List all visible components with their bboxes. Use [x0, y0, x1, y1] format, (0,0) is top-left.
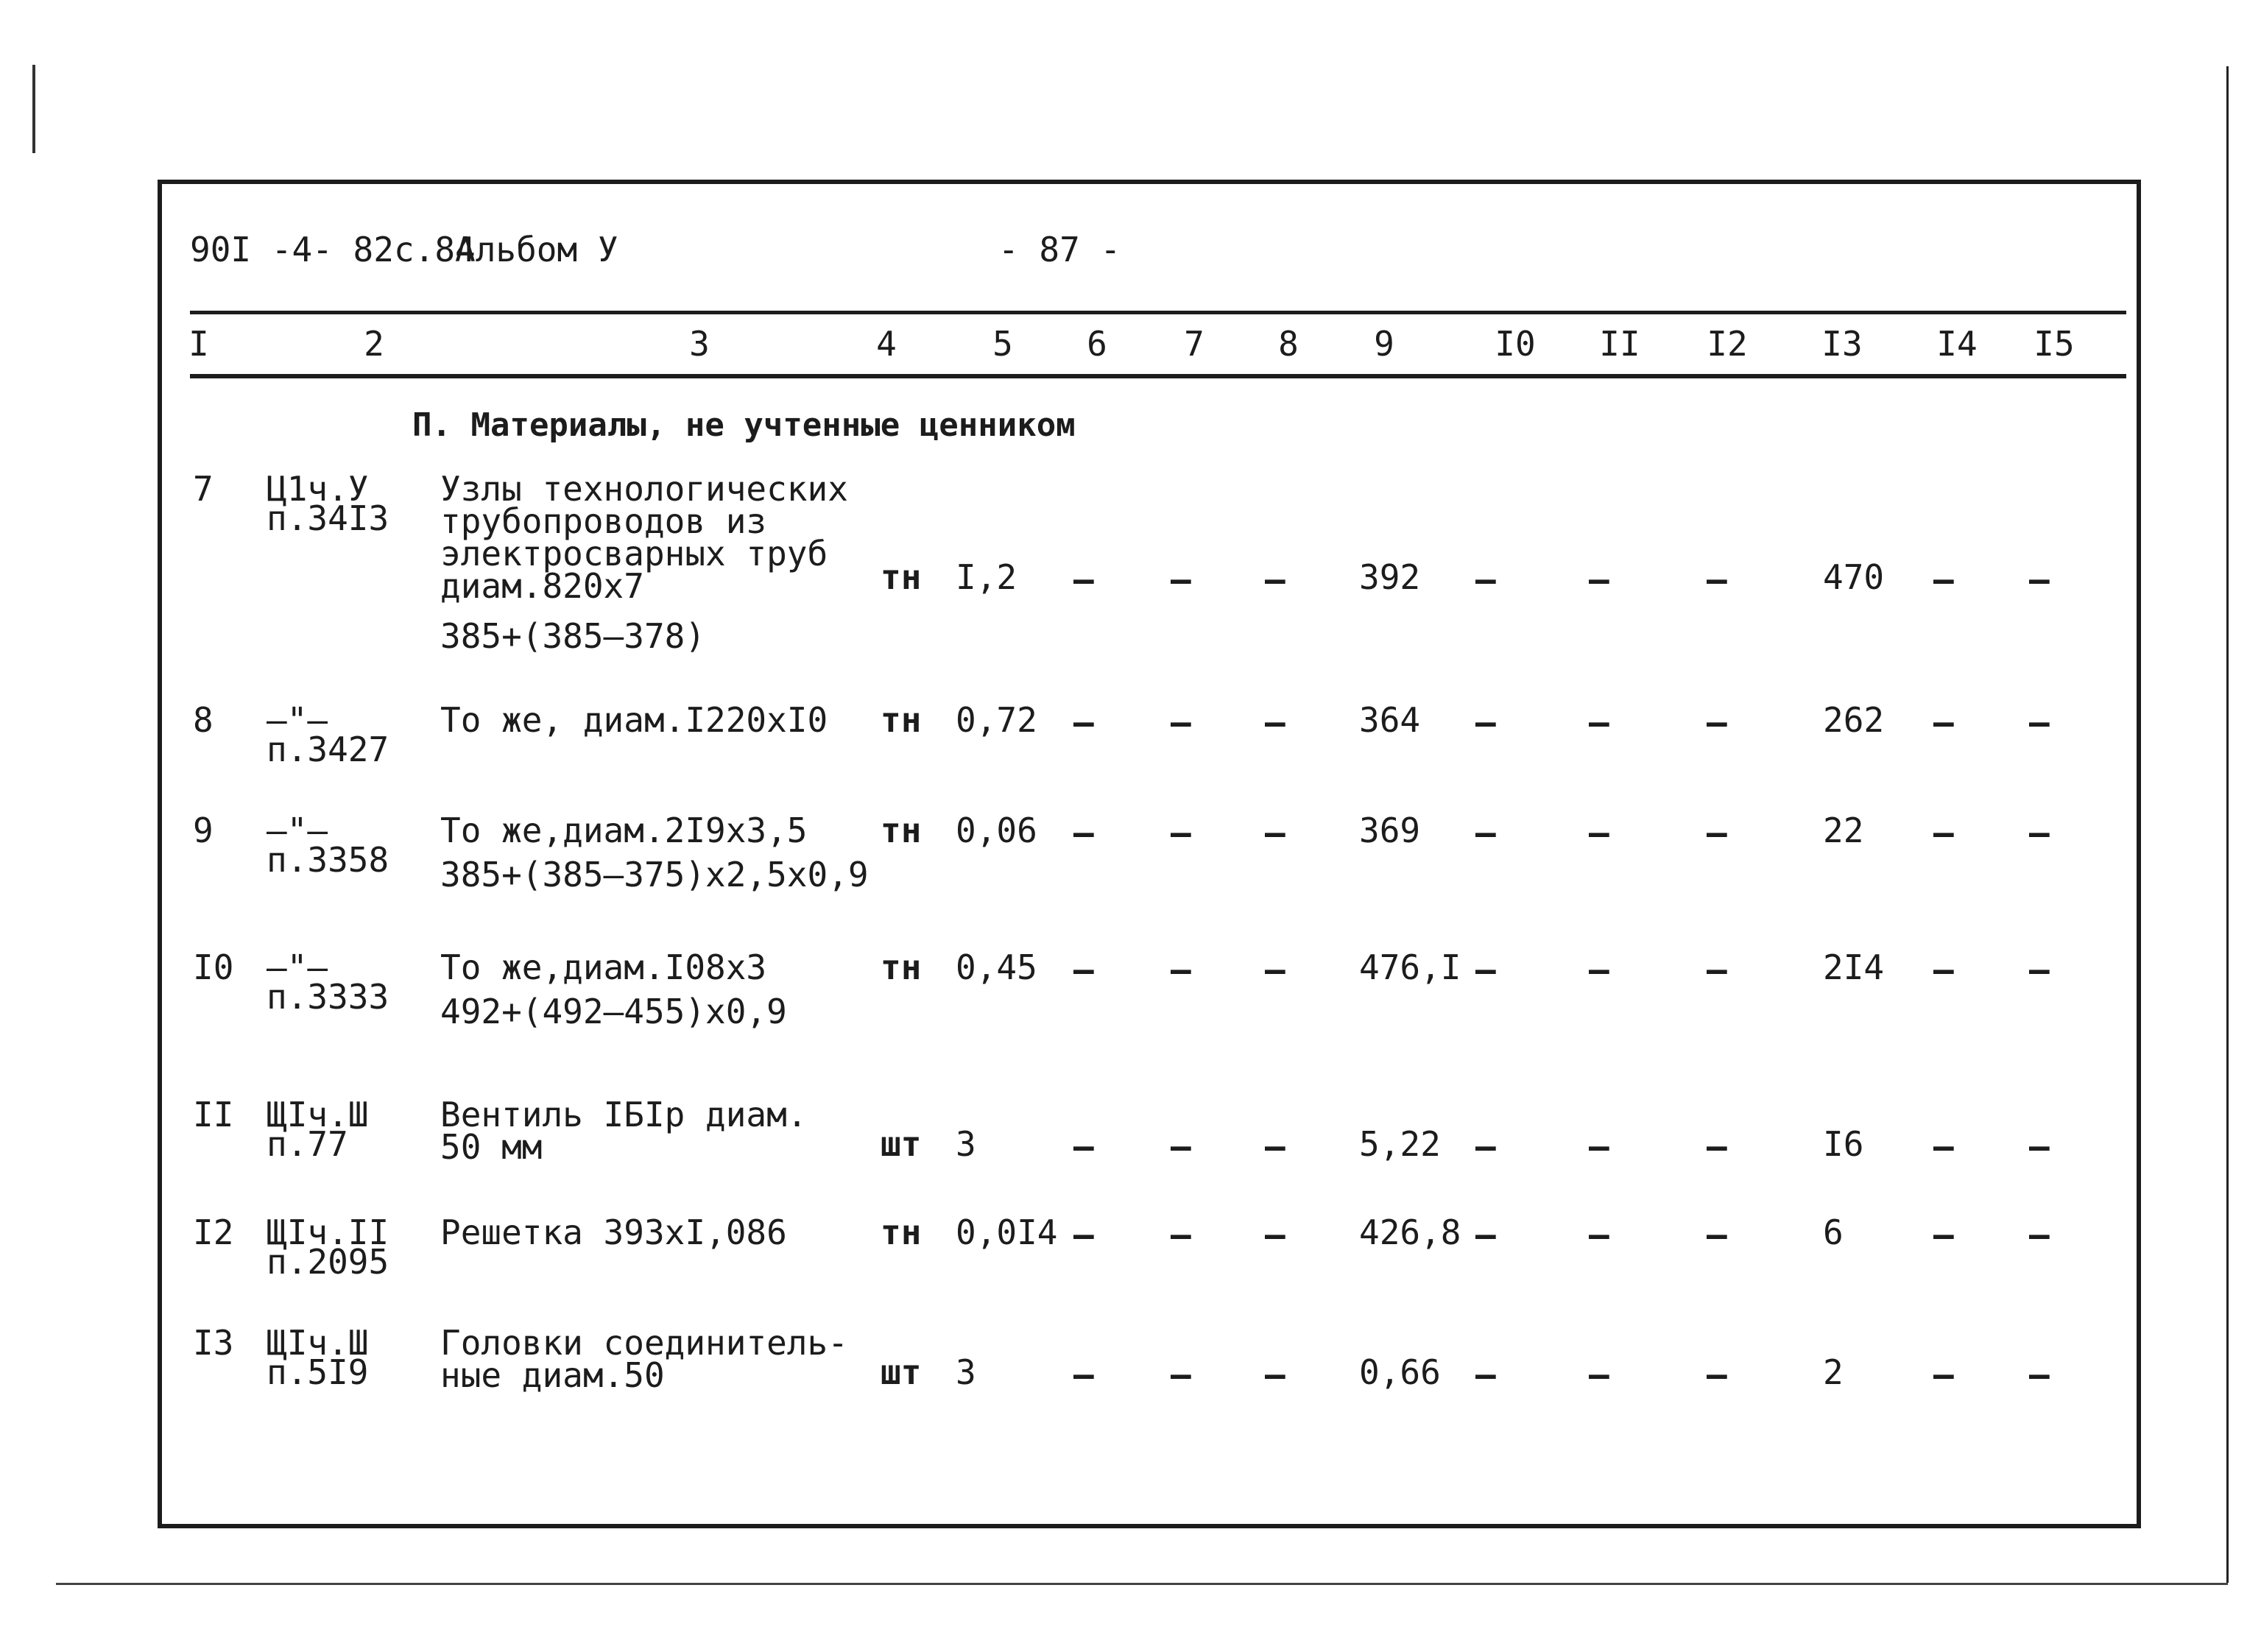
unit-price: 364 [1359, 700, 1421, 740]
empty-value-dash: – [1265, 1126, 1285, 1166]
empty-value-dash: – [1707, 560, 1727, 599]
empty-value-dash: – [1265, 560, 1285, 599]
total-cost: 2I4 [1823, 947, 1885, 987]
column-number: 9 [1374, 324, 1394, 364]
column-number: I4 [1936, 324, 1978, 364]
empty-value-dash: – [1171, 702, 1191, 742]
norm-reference: –"– [267, 947, 328, 987]
empty-value-dash: – [1073, 702, 1094, 742]
empty-value-dash: – [1073, 1126, 1094, 1166]
column-number: 3 [689, 324, 710, 364]
page-edge-bottom [56, 1583, 2228, 1585]
empty-value-dash: – [1707, 1215, 1727, 1254]
empty-value-dash: – [1073, 950, 1094, 989]
total-cost: 6 [1823, 1212, 1844, 1252]
quantity: 0,72 [956, 700, 1037, 740]
empty-value-dash: – [1171, 1215, 1191, 1254]
empty-value-dash: – [1933, 813, 1954, 853]
unit-price: 369 [1359, 811, 1421, 850]
row-number: 7 [193, 469, 214, 509]
empty-value-dash: – [1171, 560, 1191, 599]
price-formula: 385+(385–375)х2,5х0,9 [440, 855, 869, 894]
material-description: ные диам.50 [440, 1355, 665, 1395]
page-edge-left [32, 65, 35, 153]
unit: тн [881, 700, 922, 740]
material-description: диам.820х7 [440, 566, 644, 606]
column-number: 4 [876, 324, 897, 364]
price-formula: 492+(492–455)х0,9 [440, 992, 787, 1031]
unit-price: 5,22 [1359, 1124, 1441, 1164]
norm-reference: –"– [267, 700, 328, 740]
empty-value-dash: – [1933, 702, 1954, 742]
unit-price: 426,8 [1359, 1212, 1461, 1252]
material-description: Решетка 393хI,086 [440, 1212, 787, 1252]
header-rule-bottom [190, 374, 2126, 378]
quantity: 0,06 [956, 811, 1037, 850]
empty-value-dash: – [1707, 1126, 1727, 1166]
empty-value-dash: – [1933, 1126, 1954, 1166]
material-description: Вентиль IБIр диам. [440, 1095, 808, 1134]
norm-reference: п.5I9 [267, 1352, 369, 1392]
empty-value-dash: – [1265, 813, 1285, 853]
empty-value-dash: – [1933, 1215, 1954, 1254]
norm-reference: п.77 [267, 1124, 348, 1164]
empty-value-dash: – [2029, 702, 2050, 742]
empty-value-dash: – [1707, 813, 1727, 853]
empty-value-dash: – [1475, 1215, 1496, 1254]
empty-value-dash: – [1707, 702, 1727, 742]
empty-value-dash: – [1073, 560, 1094, 599]
norm-reference: ЩIч.II [267, 1212, 389, 1252]
empty-value-dash: – [1265, 1355, 1285, 1394]
norm-reference: п.3427 [267, 730, 389, 769]
quantity: I,2 [956, 557, 1017, 597]
empty-value-dash: – [1073, 1215, 1094, 1254]
column-number: 7 [1184, 324, 1204, 364]
norm-reference: п.34I3 [267, 498, 389, 538]
material-description: электросварных труб [440, 534, 828, 573]
empty-value-dash: – [1265, 702, 1285, 742]
material-description: 50 мм [440, 1127, 543, 1167]
row-number: 9 [193, 811, 214, 850]
empty-value-dash: – [2029, 950, 2050, 989]
unit-price: 0,66 [1359, 1352, 1441, 1392]
norm-reference: ЩIч.Ш [267, 1323, 369, 1363]
empty-value-dash: – [1475, 560, 1496, 599]
quantity: 0,0I4 [956, 1212, 1058, 1252]
material-description: Головки соединитель- [440, 1323, 848, 1363]
document-code: 90I -4- 82с.84 [190, 230, 476, 269]
section-title: П. Материалы, не учтенные ценником [412, 406, 1076, 444]
column-number: I [188, 324, 209, 364]
total-cost: I6 [1823, 1124, 1864, 1164]
empty-value-dash: – [1171, 1355, 1191, 1394]
row-number: I0 [193, 947, 234, 987]
empty-value-dash: – [1171, 813, 1191, 853]
norm-reference: п.2095 [267, 1242, 389, 1282]
row-number: II [193, 1095, 234, 1134]
unit: тн [881, 947, 922, 987]
row-number: I3 [193, 1323, 234, 1363]
column-number: 2 [364, 324, 384, 364]
column-number: 8 [1278, 324, 1299, 364]
material-description: То же, диам.I220хI0 [440, 700, 828, 740]
quantity: 3 [956, 1124, 976, 1164]
row-number: 8 [193, 700, 214, 740]
empty-value-dash: – [1933, 560, 1954, 599]
material-description: То же,диам.I08х3 [440, 947, 767, 987]
quantity: 0,45 [956, 947, 1037, 987]
norm-reference: Ц1ч.У [267, 469, 369, 509]
column-number: 6 [1087, 324, 1107, 364]
empty-value-dash: – [1265, 1215, 1285, 1254]
unit: тн [881, 1212, 922, 1252]
page-number: - 87 - [998, 230, 1121, 269]
column-number: I5 [2034, 324, 2075, 364]
empty-value-dash: – [1933, 950, 1954, 989]
empty-value-dash: – [1707, 1355, 1727, 1394]
empty-value-dash: – [1475, 1126, 1496, 1166]
column-number: I2 [1707, 324, 1748, 364]
empty-value-dash: – [1171, 950, 1191, 989]
empty-value-dash: – [1589, 1355, 1609, 1394]
empty-value-dash: – [1589, 813, 1609, 853]
empty-value-dash: – [2029, 560, 2050, 599]
empty-value-dash: – [2029, 813, 2050, 853]
norm-reference: –"– [267, 811, 328, 850]
empty-value-dash: – [1589, 560, 1609, 599]
unit: тн [881, 557, 922, 597]
unit: шт [881, 1124, 922, 1164]
column-number: I0 [1495, 324, 1536, 364]
unit: тн [881, 811, 922, 850]
row-number: I2 [193, 1212, 234, 1252]
unit: шт [881, 1352, 922, 1392]
norm-reference: ЩIч.Ш [267, 1095, 369, 1134]
empty-value-dash: – [1073, 1355, 1094, 1394]
empty-value-dash: – [1475, 702, 1496, 742]
empty-value-dash: – [2029, 1355, 2050, 1394]
quantity: 3 [956, 1352, 976, 1392]
empty-value-dash: – [1933, 1355, 1954, 1394]
total-cost: 262 [1823, 700, 1885, 740]
empty-value-dash: – [1589, 1215, 1609, 1254]
empty-value-dash: – [1589, 1126, 1609, 1166]
price-formula: 385+(385–378) [440, 616, 706, 656]
material-description: трубопроводов из [440, 501, 767, 541]
empty-value-dash: – [1475, 950, 1496, 989]
norm-reference: п.3333 [267, 977, 389, 1017]
empty-value-dash: – [1589, 702, 1609, 742]
total-cost: 470 [1823, 557, 1885, 597]
empty-value-dash: – [1475, 1355, 1496, 1394]
total-cost: 22 [1823, 811, 1864, 850]
header-rule-top [190, 311, 2126, 314]
total-cost: 2 [1823, 1352, 1844, 1392]
empty-value-dash: – [1171, 1126, 1191, 1166]
empty-value-dash: – [2029, 1126, 2050, 1166]
material-description: То же,диам.2I9х3,5 [440, 811, 808, 850]
page-edge-right [2226, 66, 2229, 1583]
empty-value-dash: – [2029, 1215, 2050, 1254]
column-number: I3 [1821, 324, 1863, 364]
empty-value-dash: – [1265, 950, 1285, 989]
unit-price: 392 [1359, 557, 1421, 597]
empty-value-dash: – [1073, 813, 1094, 853]
empty-value-dash: – [1475, 813, 1496, 853]
unit-price: 476,I [1359, 947, 1461, 987]
material-description: Узлы технологических [440, 469, 848, 509]
empty-value-dash: – [1707, 950, 1727, 989]
column-number: 5 [992, 324, 1013, 364]
column-number: II [1599, 324, 1640, 364]
album-label: Альбом У [455, 230, 618, 269]
norm-reference: п.3358 [267, 840, 389, 880]
empty-value-dash: – [1589, 950, 1609, 989]
